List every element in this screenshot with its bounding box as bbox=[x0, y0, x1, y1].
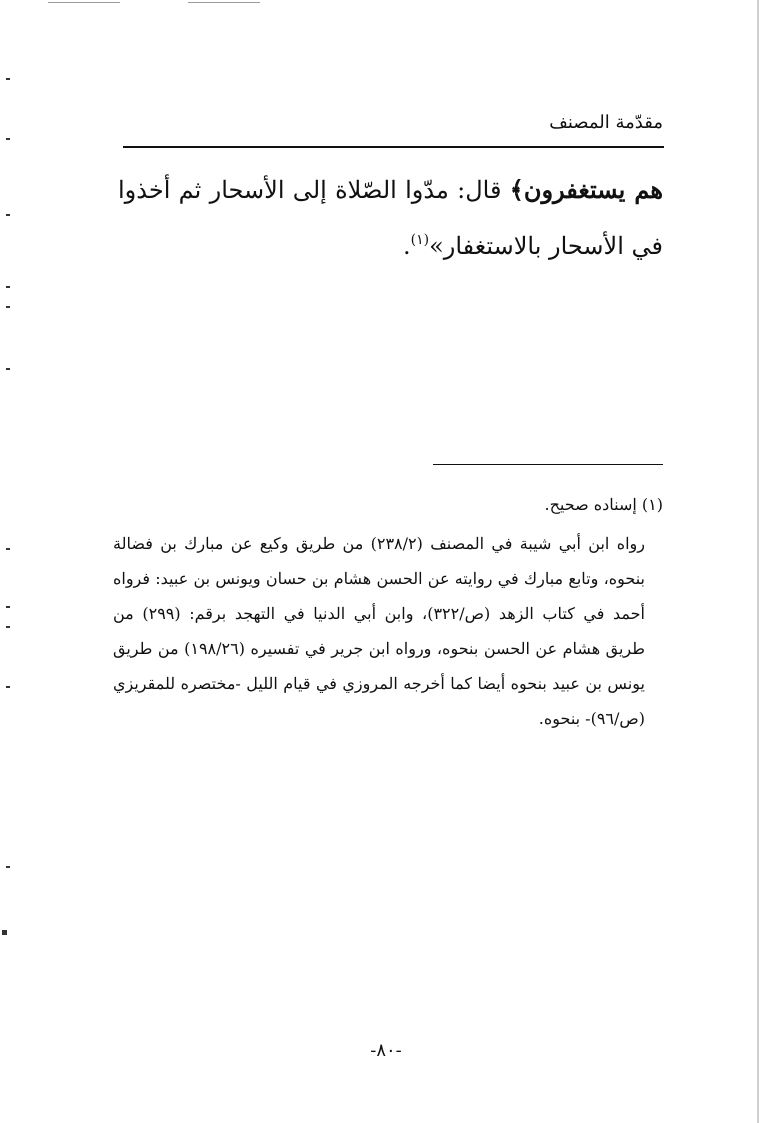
scan-edge-mark bbox=[2, 930, 7, 935]
scan-edge-mark bbox=[6, 686, 10, 688]
scan-edge-mark bbox=[6, 286, 10, 288]
scan-edge-mark bbox=[6, 78, 10, 80]
running-head: مقدّمة المصنف bbox=[549, 112, 663, 133]
scan-edge-mark bbox=[6, 548, 10, 550]
scan-edge-line-middle bbox=[188, 2, 260, 3]
footnote-1-body: رواه ابن أبي شيبة في المصنف (٢٣٨/٢) من طريق وكيع عن مبارك بن فضالة بنحوه، وتابع مبارك في روايته عن الحسن هشام بن حسان ويونس بن عبيد: فرواه أحمد في كتاب الزهد (ص/٣٢٢)، وابن أبي الدنيا في التهجد برقم: (٢٩٩) من طريق هشام عن الحسن بنحوه، ورواه ابن جرير في تفسيره (١٩٨/٢٦) من طريق يونس بن عبيد بنحوه أيضا كما أخرجه المروزي في قيام الليل -مختصره للمقريزي (ص/٩٦)- بنحوه. bbox=[113, 534, 645, 728]
scan-edge-mark bbox=[6, 866, 10, 868]
scan-edge-mark bbox=[6, 306, 10, 308]
scan-edge-mark bbox=[6, 368, 10, 370]
footnote-1-heading: (١) إسناده صحيح. bbox=[544, 495, 663, 514]
scan-edge-mark bbox=[6, 606, 10, 608]
page-number: -٨٠- bbox=[370, 1040, 402, 1061]
footnote-separator bbox=[433, 464, 663, 465]
scan-edge-mark bbox=[6, 626, 10, 628]
scan-edge-line-left bbox=[48, 2, 120, 3]
scan-edge-mark bbox=[6, 214, 10, 216]
footnote-reference: (١) bbox=[410, 232, 430, 248]
quran-verse-end: هم يستغفرون﴾ bbox=[509, 175, 663, 204]
header-rule bbox=[123, 146, 664, 148]
scan-edge-mark bbox=[6, 138, 10, 140]
main-text-body: قال: مدّوا الصّلاة إلى الأسحار ثم أخذوا في الأسحار بالاستغفار» bbox=[118, 176, 663, 260]
footnotes-section bbox=[113, 487, 663, 736]
main-text-end: . bbox=[402, 232, 411, 260]
main-paragraph bbox=[118, 162, 663, 278]
